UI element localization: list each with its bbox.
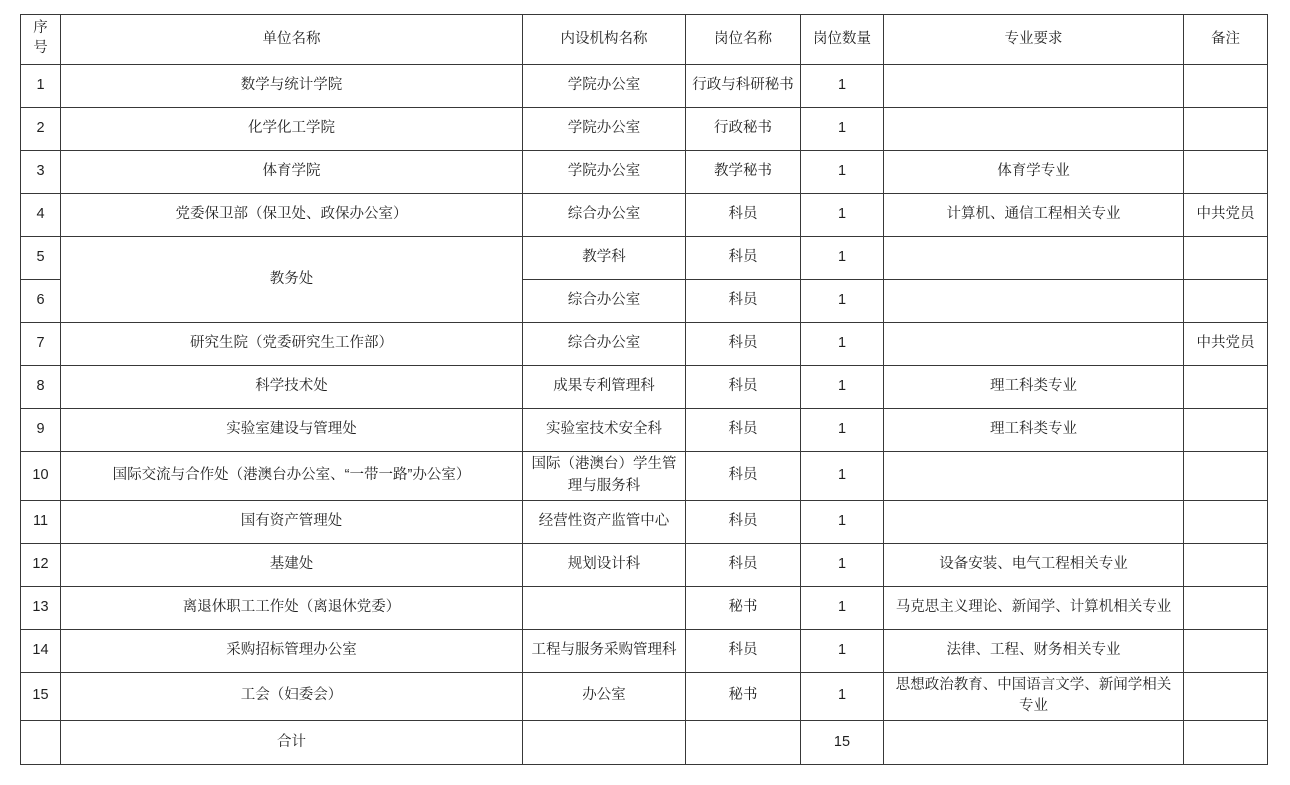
table-row	[21, 151, 1268, 194]
cell-note	[1184, 672, 1268, 721]
cell-note	[1184, 409, 1268, 452]
table-row	[21, 108, 1268, 151]
cell-note	[1184, 366, 1268, 409]
table-row	[21, 586, 1268, 629]
cell-no: 3	[21, 151, 61, 194]
cell-org	[523, 721, 686, 765]
table-row	[21, 629, 1268, 672]
cell-unit: 基建处	[61, 543, 523, 586]
table-row	[21, 543, 1268, 586]
cell-unit: 实验室建设与管理处	[61, 409, 523, 452]
cell-note	[1184, 237, 1268, 280]
cell-unit: 科学技术处	[61, 366, 523, 409]
table-row	[21, 409, 1268, 452]
cell-unit-merged: 教务处	[61, 237, 523, 323]
cell-major	[884, 108, 1184, 151]
cell-count: 1	[801, 500, 884, 543]
cell-unit: 研究生院（党委研究生工作部）	[61, 323, 523, 366]
cell-no: 11	[21, 500, 61, 543]
cell-post: 科员	[686, 543, 801, 586]
cell-count: 1	[801, 366, 884, 409]
cell-note: 中共党员	[1184, 323, 1268, 366]
cell-major: 计算机、通信工程相关专业	[884, 194, 1184, 237]
cell-major	[884, 500, 1184, 543]
cell-count: 1	[801, 280, 884, 323]
cell-no: 12	[21, 543, 61, 586]
cell-org: 成果专利管理科	[523, 366, 686, 409]
cell-note	[1184, 452, 1268, 501]
cell-no: 8	[21, 366, 61, 409]
column-header-count: 岗位数量	[801, 15, 884, 65]
cell-no: 13	[21, 586, 61, 629]
cell-unit: 离退休职工工作处（离退休党委）	[61, 586, 523, 629]
cell-no: 14	[21, 629, 61, 672]
column-header-no	[21, 15, 61, 65]
column-header-post: 岗位名称	[686, 15, 801, 65]
cell-count: 1	[801, 151, 884, 194]
cell-no: 2	[21, 108, 61, 151]
cell-count: 1	[801, 65, 884, 108]
cell-no: 4	[21, 194, 61, 237]
cell-major: 理工科类专业	[884, 409, 1184, 452]
cell-major	[884, 323, 1184, 366]
cell-unit: 化学化工学院	[61, 108, 523, 151]
cell-count: 1	[801, 108, 884, 151]
cell-note	[1184, 629, 1268, 672]
cell-note	[1184, 280, 1268, 323]
cell-org: 教学科	[523, 237, 686, 280]
cell-count: 1	[801, 586, 884, 629]
cell-major: 思想政治教育、中国语言文学、新闻学相关专业	[884, 672, 1184, 721]
cell-major: 体育学专业	[884, 151, 1184, 194]
cell-note	[1184, 65, 1268, 108]
cell-no: 9	[21, 409, 61, 452]
total-count: 15	[801, 721, 884, 765]
cell-org: 工程与服务采购管理科	[523, 629, 686, 672]
cell-post: 科员	[686, 323, 801, 366]
cell-unit: 数学与统计学院	[61, 65, 523, 108]
table-header-row	[21, 15, 1268, 65]
cell-post: 科员	[686, 409, 801, 452]
cell-count: 1	[801, 237, 884, 280]
cell-no: 7	[21, 323, 61, 366]
cell-post	[686, 721, 801, 765]
cell-post: 行政与科研秘书	[686, 65, 801, 108]
column-header-org: 内设机构名称	[523, 15, 686, 65]
cell-count: 1	[801, 629, 884, 672]
cell-note	[1184, 721, 1268, 765]
cell-post: 科员	[686, 452, 801, 501]
cell-major: 法律、工程、财务相关专业	[884, 629, 1184, 672]
cell-no: 5	[21, 237, 61, 280]
table-row	[21, 65, 1268, 108]
cell-count: 1	[801, 543, 884, 586]
cell-major	[884, 721, 1184, 765]
cell-note: 中共党员	[1184, 194, 1268, 237]
cell-unit: 体育学院	[61, 151, 523, 194]
table-row	[21, 237, 1268, 280]
table-row	[21, 194, 1268, 237]
cell-count: 1	[801, 323, 884, 366]
cell-org: 办公室	[523, 672, 686, 721]
cell-post: 秘书	[686, 672, 801, 721]
cell-org: 规划设计科	[523, 543, 686, 586]
cell-org: 综合办公室	[523, 194, 686, 237]
cell-post: 行政秘书	[686, 108, 801, 151]
cell-post: 科员	[686, 280, 801, 323]
cell-post: 科员	[686, 237, 801, 280]
cell-org: 实验室技术安全科	[523, 409, 686, 452]
cell-no: 6	[21, 280, 61, 323]
cell-note	[1184, 500, 1268, 543]
cell-major	[884, 452, 1184, 501]
table-row	[21, 323, 1268, 366]
cell-post: 科员	[686, 500, 801, 543]
cell-unit: 国有资产管理处	[61, 500, 523, 543]
cell-note	[1184, 151, 1268, 194]
cell-major	[884, 280, 1184, 323]
cell-major	[884, 237, 1184, 280]
cell-org: 学院办公室	[523, 108, 686, 151]
column-header-major: 专业要求	[884, 15, 1184, 65]
cell-major: 理工科类专业	[884, 366, 1184, 409]
cell-no: 10	[21, 452, 61, 501]
cell-major	[884, 65, 1184, 108]
cell-no	[21, 721, 61, 765]
cell-note	[1184, 108, 1268, 151]
cell-unit: 采购招标管理办公室	[61, 629, 523, 672]
cell-org: 综合办公室	[523, 323, 686, 366]
column-header-note: 备注	[1184, 15, 1268, 65]
cell-post: 秘书	[686, 586, 801, 629]
cell-unit: 国际交流与合作处（港澳台办公室、“一带一路”办公室）	[61, 452, 523, 501]
cell-unit: 党委保卫部（保卫处、政保办公室）	[61, 194, 523, 237]
cell-post: 科员	[686, 366, 801, 409]
cell-unit: 工会（妇委会）	[61, 672, 523, 721]
cell-no: 15	[21, 672, 61, 721]
cell-org: 学院办公室	[523, 65, 686, 108]
table-total-row	[21, 721, 1268, 765]
column-header-unit: 单位名称	[61, 15, 523, 65]
cell-org: 综合办公室	[523, 280, 686, 323]
table-row	[21, 452, 1268, 501]
cell-major: 马克思主义理论、新闻学、计算机相关专业	[884, 586, 1184, 629]
cell-org: 学院办公室	[523, 151, 686, 194]
table-row	[21, 672, 1268, 721]
cell-post: 科员	[686, 194, 801, 237]
recruitment-positions-table	[20, 14, 1268, 765]
cell-major: 设备安装、电气工程相关专业	[884, 543, 1184, 586]
cell-count: 1	[801, 409, 884, 452]
cell-note	[1184, 586, 1268, 629]
cell-count: 1	[801, 194, 884, 237]
cell-org	[523, 586, 686, 629]
cell-org: 国际（港澳台）学生管理与服务科	[523, 452, 686, 501]
cell-post: 科员	[686, 629, 801, 672]
table-row	[21, 500, 1268, 543]
cell-post: 教学秘书	[686, 151, 801, 194]
total-label: 合计	[61, 721, 523, 765]
cell-org: 经营性资产监管中心	[523, 500, 686, 543]
table-row	[21, 366, 1268, 409]
cell-no: 1	[21, 65, 61, 108]
column-header-no-label: 序号	[33, 20, 48, 56]
cell-note	[1184, 543, 1268, 586]
cell-count: 1	[801, 452, 884, 501]
cell-count: 1	[801, 672, 884, 721]
